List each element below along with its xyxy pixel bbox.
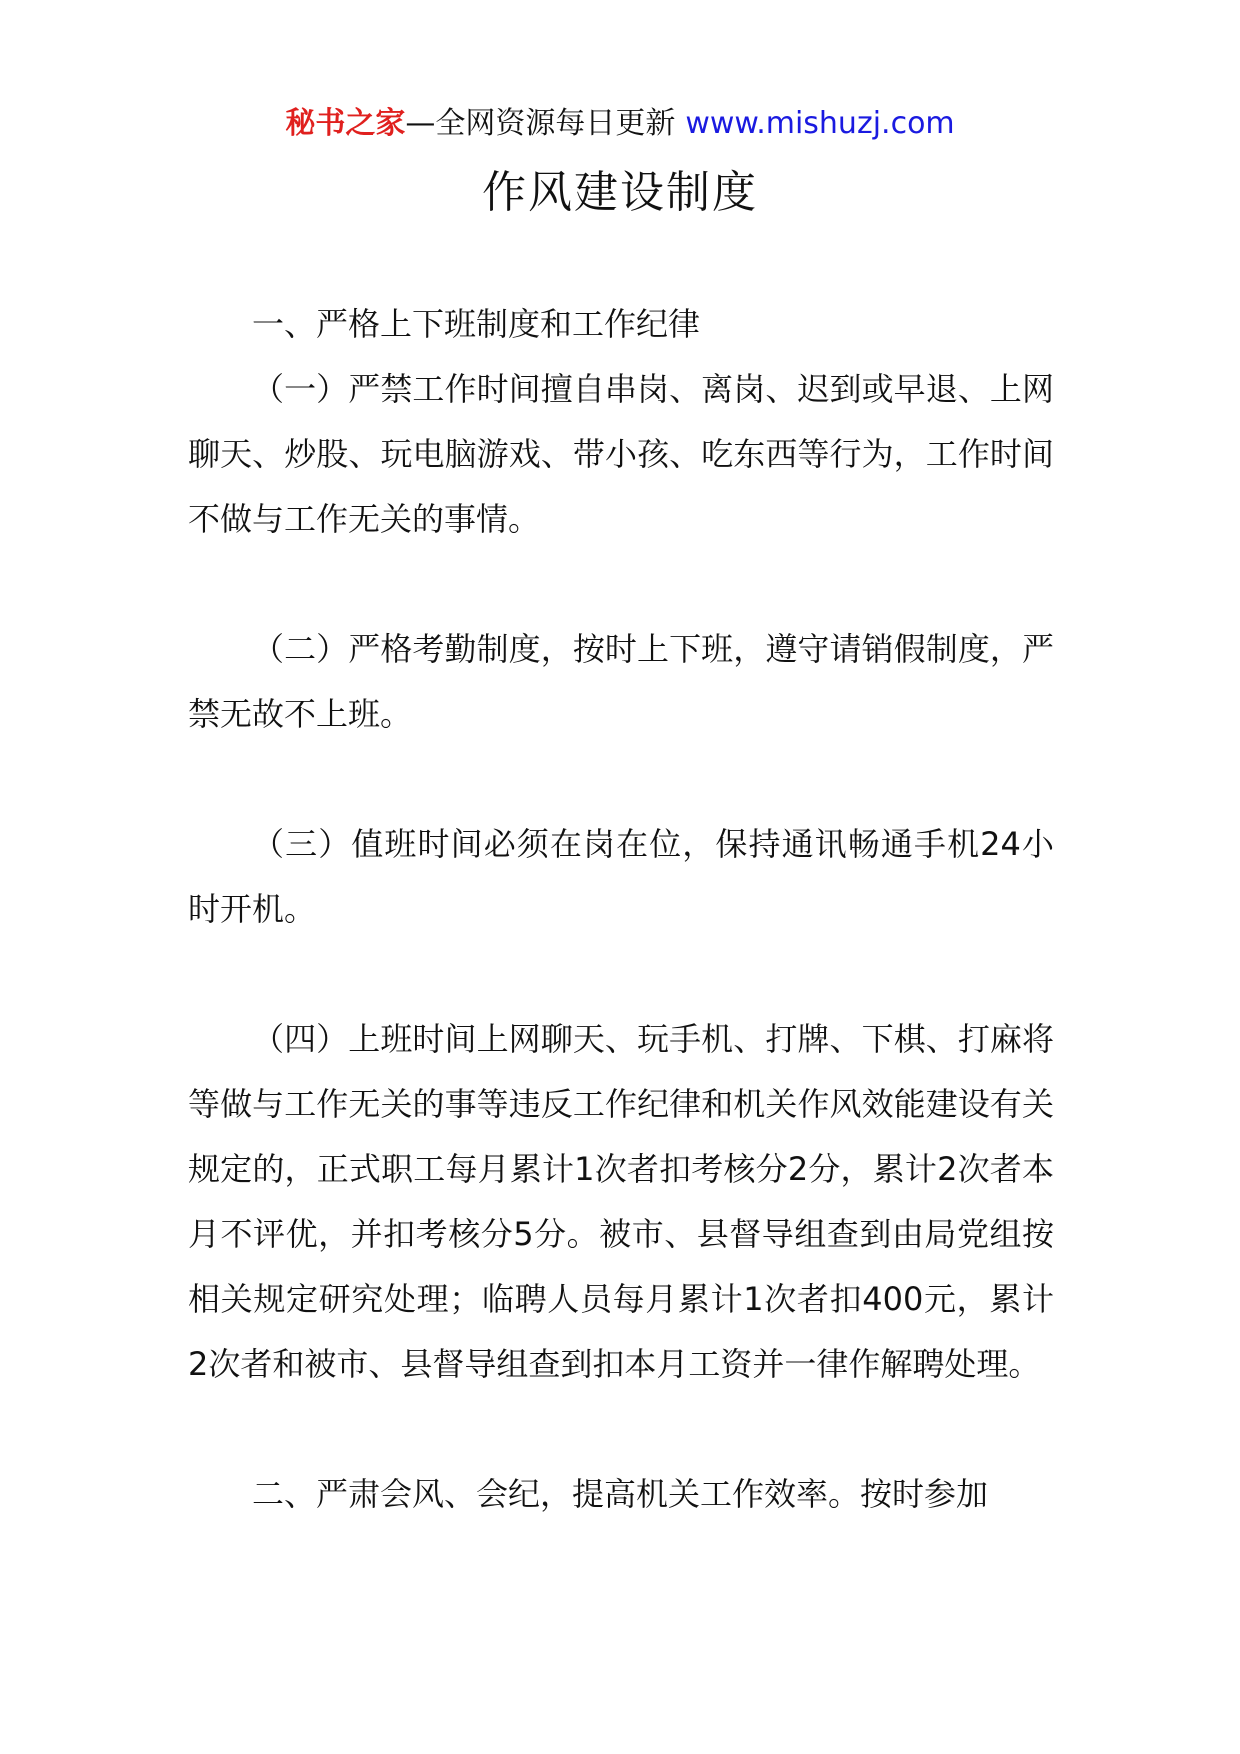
section-heading-1: 一、严格上下班制度和工作纪律 <box>252 305 701 343</box>
paragraph-item-4: （四）上班时间上网聊天、玩手机、打牌、下棋、打麻将等做与工作无关的事等违反工作纪律和机关作风效能建设有关规定的，正式职工每月累计1次者扣考核分2分，累计2次者本月不评优，并扣考核分5分。被市、县督导组查到由局党组按相关规定研究处理；临聘人员每月累计1次者扣400元，累计2次者和被市、县督导组查到扣本月工资并一律作解聘处理。 <box>188 1020 1054 1383</box>
paragraph-item-1: （一）严禁工作时间擅自串岗、离岗、迟到或早退、上网聊天、炒股、玩电脑游戏、带小孩、吃东西等行为，工作时间不做与工作无关的事情。 <box>188 370 1054 538</box>
section-heading-2: 二、严肃会风、会纪，提高机关工作效率。按时参加 <box>252 1475 989 1513</box>
header-tagline: —全网资源每日更新 <box>405 106 676 141</box>
page-title: 作风建设制度 <box>482 167 758 218</box>
brand-name: 秘书之家 <box>285 106 406 141</box>
site-header <box>0 102 1240 146</box>
paragraph-item-3: （三）值班时间必须在岗在位，保持通讯畅通手机24小时开机。 <box>188 825 1054 928</box>
paragraph-item-2: （二）严格考勤制度，按时上下班，遵守请销假制度，严禁无故不上班。 <box>188 630 1054 733</box>
site-url-link[interactable]: www.mishuzj.com <box>685 106 955 141</box>
document-body <box>188 292 1054 1527</box>
